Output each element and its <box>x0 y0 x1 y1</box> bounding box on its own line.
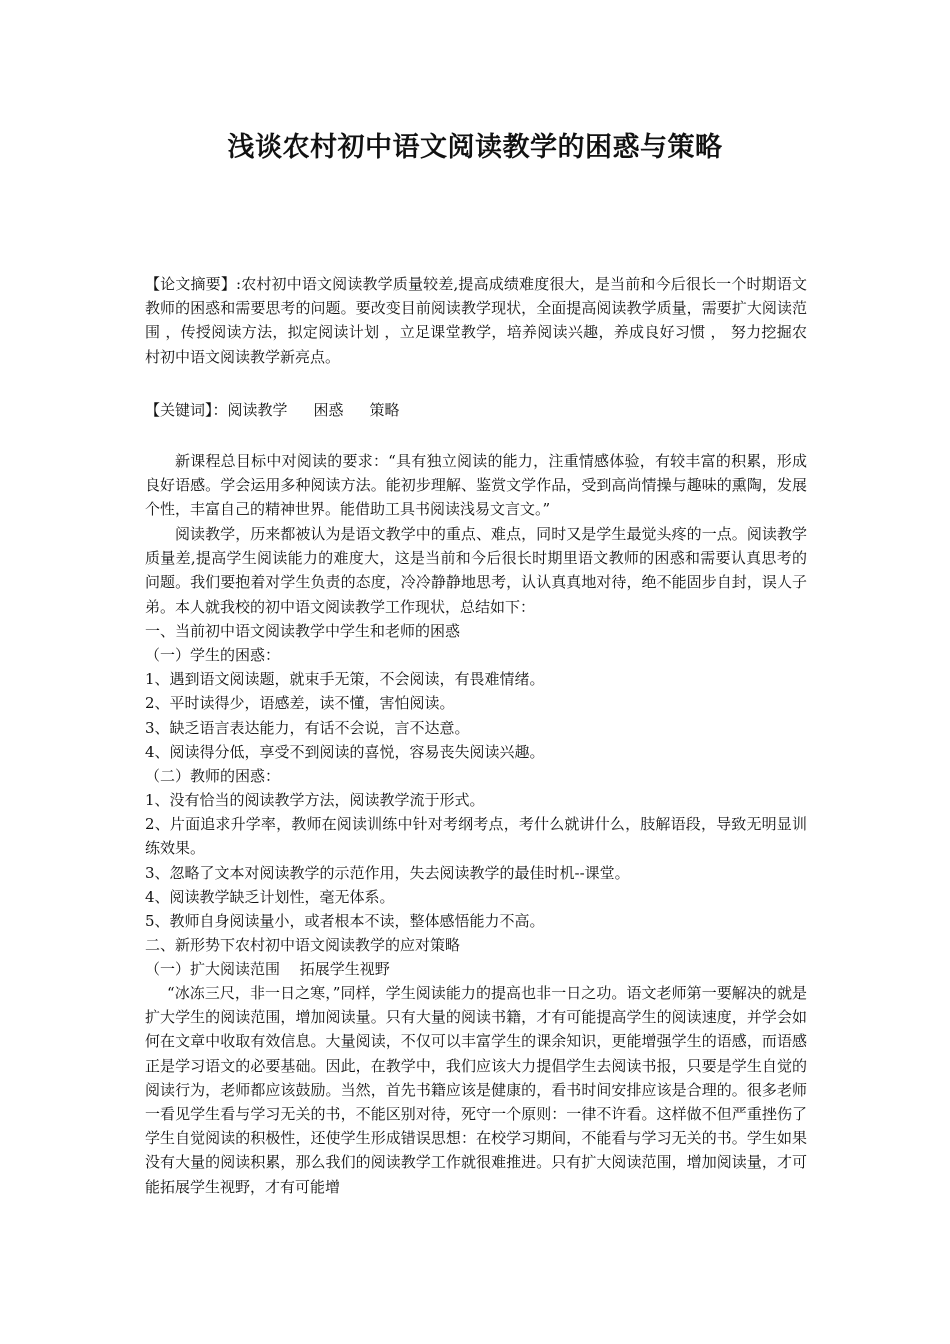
keywords-line <box>145 398 825 422</box>
list-item: 2、平时读得少，语感差，读不懂，害怕阅读。 <box>145 694 455 712</box>
document-title: 浅谈农村初中语文阅读教学的困惑与策略 <box>227 132 723 163</box>
subsection-heading: （一）学生的困惑： <box>145 646 281 664</box>
keyword: 策略 <box>369 401 400 419</box>
keywords-label: 【关键词】： <box>145 401 228 419</box>
abstract-label: 【论文摘要】 <box>145 275 236 293</box>
section-heading: 一、当前初中语文阅读教学中学生和老师的困惑 <box>145 622 461 640</box>
list-item: 1、遇到语文阅读题，就束手无策，不会阅读，有畏难情绪。 <box>145 670 545 688</box>
section-heading: 二、新形势下农村初中语文阅读教学的应对策略 <box>145 936 461 954</box>
list-item: 3、缺乏语言表达能力，有话不会说，言不达意。 <box>145 719 470 737</box>
list-item: 1、没有恰当的阅读教学方法，阅读教学流于形式。 <box>145 791 485 809</box>
body-paragraph: 新课程总目标中对阅读的要求：“具有独立阅读的能力，注重情感体验，有较丰富的积累，形成良好语感。学会运用多种阅读方法。能初步理解、鉴赏文学作品，受到高尚情操与趣味的熏陶，发展个性，丰富自己的精神世界。能借助工具书阅读浅易文言文。” <box>145 452 807 519</box>
abstract-paragraph <box>145 272 807 369</box>
keyword: 阅读教学 <box>227 401 288 419</box>
list-item: 4、阅读得分低，享受不到阅读的喜悦，容易丧失阅读兴趣。 <box>145 743 545 761</box>
keyword: 困惑 <box>313 401 344 419</box>
subsection-heading: （一）扩大阅读范围 拓展学生视野 <box>145 960 390 978</box>
list-item: 3、忽略了文本对阅读教学的示范作用，失去阅读教学的最佳时机--课堂。 <box>145 864 630 882</box>
list-item: 5、教师自身阅读量小，或者根本不读，整体感悟能力不高。 <box>145 912 545 930</box>
abstract-text: :农村初中语文阅读教学质量较差,提高成绩难度很大，是当前和今后很长一个时期语文教师的困惑和需要思考的问题。要改变目前阅读教学现状，全面提高阅读教学质量，需要扩大阅读范围 ，传授阅读方法，拟定阅读计划 ，立足课堂教学，培养阅读兴趣，养成良好习惯 ， 努力挖掘农村初中语文阅读教学新亮点。 <box>145 275 807 366</box>
subsection-heading: （二）教师的困惑： <box>145 767 281 785</box>
list-item: 2、片面追求升学率，教师在阅读训练中针对考纲考点，考什么就讲什么，肢解语段，导致无明显训练效果。 <box>145 815 807 858</box>
list-item: 4、阅读教学缺乏计划性，毫无体系。 <box>145 888 395 906</box>
body-paragraph: 阅读教学，历来都被认为是语文教学中的重点、难点，同时又是学生最觉头疼的一点。阅读教学质量差,提高学生阅读能力的难度大，这是当前和今后很长时期里语文教师的困惑和需要认真思考的问题。我们要抱着对学生负责的态度，冷冷静静地思考，认认真真地对待，绝不能固步自封，误人子弟。本人就我校的初中语文阅读教学工作现状，总结如下： <box>145 525 807 616</box>
body-paragraph: “冰冻三尺，非一日之寒，”同样，学生阅读能力的提高也非一日之功。语文老师第一要解决的就是扩大学生的阅读范围，增加阅读量。只有大量的阅读书籍，才有可能提高学生的阅读速度，并学会如何在文章中收取有效信息。大量阅读，不仅可以丰富学生的课余知识，更能增强学生的语感，而语感正是学习语文的必要基础。因此，在教学中，我们应该大力提倡学生去阅读书报，只要是学生自觉的阅读行为，老师都应该鼓励。当然，首先书籍应该是健康的，看书时间安排应该是合理的。很多老师一看见学生看与学习无关的书，不能区别对待，死守一个原则：一律不许看。这样做不但严重挫伤了学生自觉阅读的积极性，还使学生形成错误思想：在校学习期间，不能看与学习无关的书。学生如果没有大量的阅读积累，那么我们的阅读教学工作就很难推进。只有扩大阅读范围，增加阅读量，才可能拓展学生视野，才有可能增 <box>145 984 807 1196</box>
